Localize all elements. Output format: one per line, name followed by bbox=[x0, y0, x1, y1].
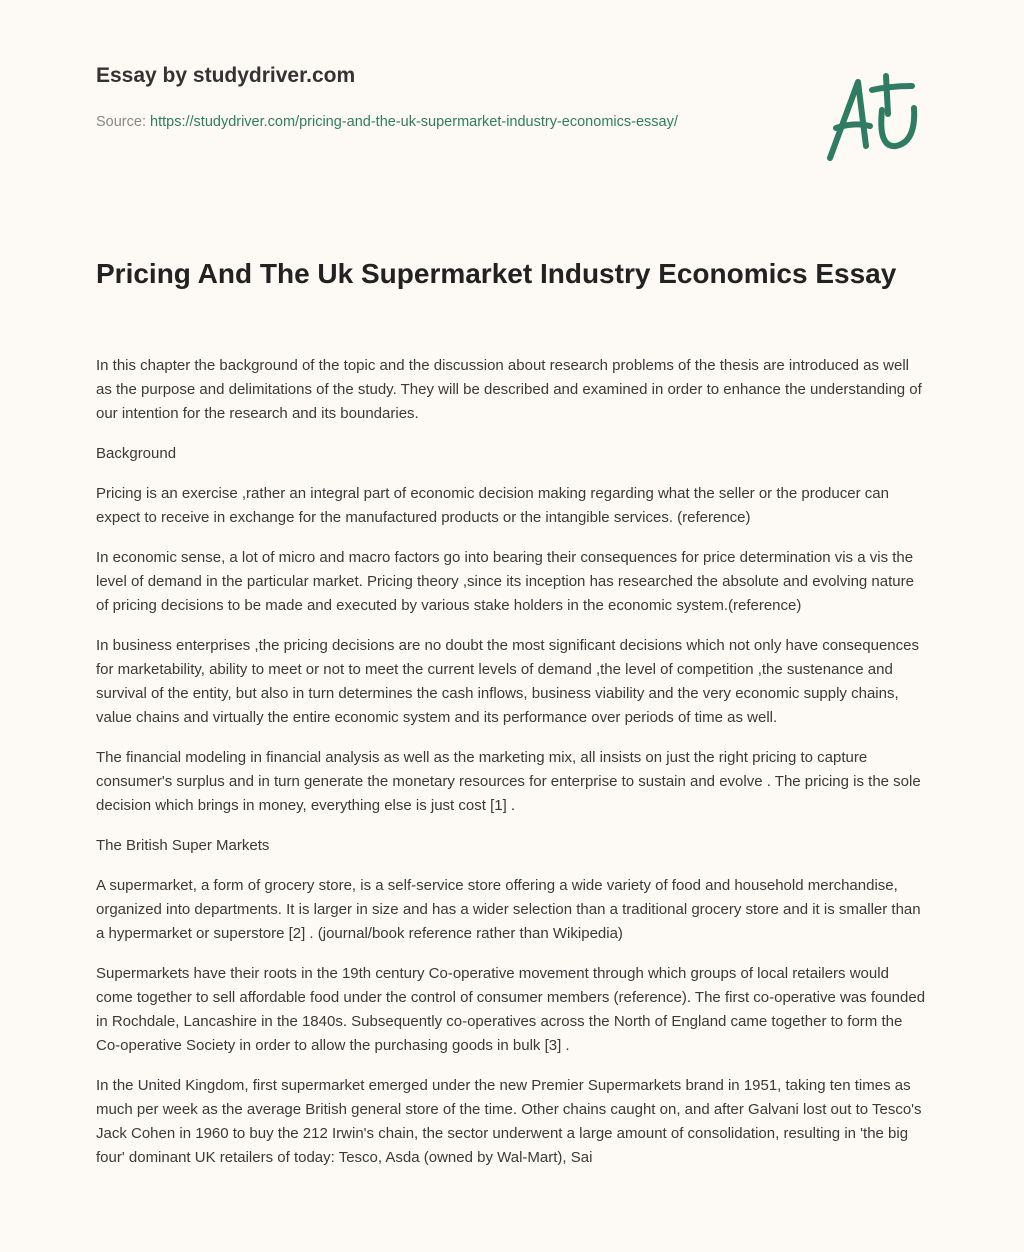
source-label: Source: bbox=[96, 114, 146, 130]
source-line bbox=[96, 111, 736, 134]
section-heading-background: Background bbox=[96, 445, 177, 462]
essay-body bbox=[96, 354, 928, 1186]
a-plus-logo-icon bbox=[820, 68, 930, 164]
paragraph: The financial modeling in financial analysis as well as the marketing mix, all insists on just the right pricing to capture consumer's surplus and in turn generate the monetary resources for enterprise to sustain and evolve . The pricing is the sole decision which brings in money, everything else is just cost [1] . bbox=[96, 749, 921, 814]
paragraph: Supermarkets have their roots in the 19th century Co-operative movement through which groups of local retailers would come together to sell affordable food under the control of consumer members (reference). The first co-operative was founded in Rochdale, Lancashire in the 1840s. Subsequently co-operatives across the North of England came together to form the Co-operative Society in order to allow the purchasing goods in bulk [3] . bbox=[96, 965, 926, 1054]
paragraph: In this chapter the background of the topic and the discussion about research problems of the thesis are introduced as well as the purpose and delimitations of the study. They will be described and examined in order to enhance the understanding of our intention for the research and its boundaries. bbox=[96, 357, 922, 422]
site-title: Essay by studydriver.com bbox=[96, 64, 356, 87]
paragraph: In the United Kingdom, first supermarket emerged under the new Premier Supermarkets brand in 1951, taking ten times as much per week as the average British general store of the time. Other chains caught on, and after Galvani lost out to Tesco's Jack Cohen in 1960 to buy the 212 Irwin's chain, the sector underwent a large amount of consolidation, resulting in 'the big four' dominant UK retailers of today: Tesco, Asda (owned by Wal-Mart), Sai bbox=[96, 1077, 922, 1166]
page-title: Pricing And The Uk Supermarket Industry Economics Essay bbox=[96, 258, 897, 289]
paragraph: In economic sense, a lot of micro and macro factors go into bearing their consequences for price determination vis a vis the level of demand in the particular market. Pricing theory ,since its inception has researched the absolute and evolving nature of pricing decisions to be made and executed by various stake holders in the economic system.(reference) bbox=[96, 549, 914, 614]
paragraph: In business enterprises ,the pricing decisions are no doubt the most significant decisions which not only have consequences for marketability, ability to meet or not to meet the current levels of demand ,the level of competition ,the sustenance and survival of the entity, but also in turn determines the cash inflows, business viability and the very economic supply chains, value chains and virtually the entire economic system and its performance over periods of time as well. bbox=[96, 637, 919, 726]
section-heading-british-super-markets: The British Super Markets bbox=[96, 837, 270, 854]
paragraph: Pricing is an exercise ,rather an integral part of economic decision making regarding what the seller or the producer can expect to receive in exchange for the manufactured products or the intangible services. (reference) bbox=[96, 485, 889, 526]
paragraph: A supermarket, a form of grocery store, is a self-service store offering a wide variety of food and household merchandise, organized into departments. It is larger in size and has a wider selection than a traditional grocery store and it is smaller than a hypermarket or superstore [2] . (journal/book reference rather than Wikipedia) bbox=[96, 877, 921, 942]
source-link[interactable]: https://studydriver.com/pricing-and-the-uk-supermarket-industry-economics-essay/ bbox=[150, 114, 678, 130]
